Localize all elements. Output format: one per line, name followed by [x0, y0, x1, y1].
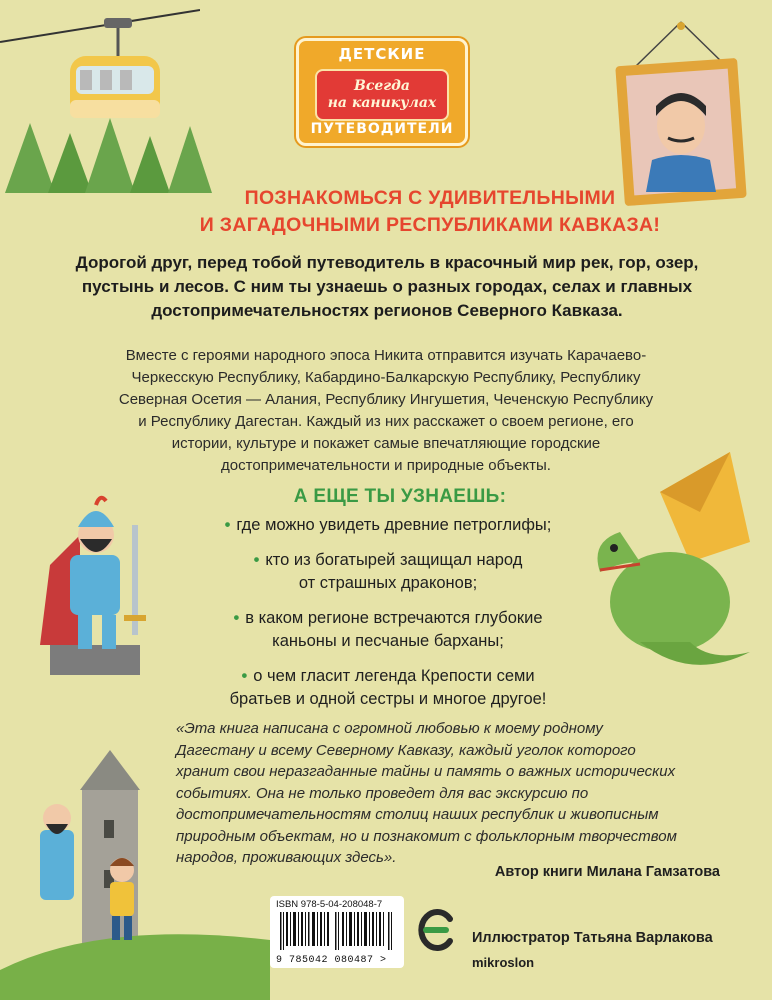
- lead-line1: Дорогой друг, перед тобой путеводитель в красочный мир рек, гор, озер,: [75, 253, 699, 272]
- body-paragraph: [78, 345, 694, 477]
- badge-plate-line2: на каникулах: [327, 95, 437, 111]
- bullet-mark: •: [253, 551, 260, 569]
- illustrator-brand: mikroslon: [472, 955, 535, 970]
- cable-car-illustration: [0, 0, 200, 130]
- headline-line2: И ЗАГАДОЧНЫМИ РЕСПУБЛИКАМИ КАВКАЗА!: [199, 214, 661, 236]
- illustrator-credit: Иллюстратор Татьяна Варлакова: [472, 930, 713, 946]
- lead-paragraph: [74, 251, 700, 323]
- learn-more-heading: А ЕЩЕ ТЫ УЗНАЕШЬ:: [293, 486, 507, 507]
- portrait-frame-illustration: [606, 20, 756, 210]
- lead-line2: пустынь и лесов. С ним ты узнаешь о разных городах, селах и главных: [81, 277, 693, 296]
- series-badge: [296, 38, 468, 146]
- fact-list: [196, 514, 580, 723]
- barcode: [270, 896, 404, 968]
- bullet-mark: •: [241, 667, 248, 685]
- barcode-bars: [280, 912, 396, 950]
- body-line1: Вместе с героями народного эпоса Никита отправится изучать Карачаево-: [125, 347, 647, 364]
- body-line3: Северная Осетия — Алания, Республику Ингушетия, Чеченскую Республику: [118, 391, 654, 408]
- badge-plate-line1: Всегда: [354, 78, 410, 94]
- list-item: • где можно увидеть древние петроглифы;: [224, 516, 552, 534]
- bullet-mark: •: [224, 516, 231, 534]
- badge-top-label: ДЕТСКИЕ: [338, 45, 426, 63]
- author-quote: «Эта книга написана с огромной любовью к моему родному Дагестану и всему Северному Кавказу, каждый уголок которого хранит свои неразгаданные тайны и память о важных исторических событиях. Она не только проведет для вас экскурсию по достопримечательностям столиц наших республик и живописным природным объектам, но и познакомит с фольклорным творчеством народов, проживающих здесь».: [176, 720, 677, 866]
- publisher-logo-icon: [416, 905, 456, 955]
- badge-plate: [315, 69, 449, 121]
- isbn-text: ISBN 978-5-04-208048-7: [276, 899, 383, 910]
- body-line2: Черкесскую Республику, Кабардино-Балкарскую Республику, Республику: [131, 369, 641, 386]
- list-item: • в каком регионе встречаются глубокие каньоны и песчаные барханы;: [233, 609, 543, 650]
- body-line5: истории, культуре и покажет самые впечатляющие городские: [171, 435, 601, 452]
- headline: [120, 185, 740, 239]
- author-credit: Автор книги Милана Гамзатова: [494, 864, 720, 880]
- bullet-mark: •: [233, 609, 240, 627]
- dragon-illustration: [580, 452, 760, 692]
- body-line6: достопримечательности и природные объекты.: [221, 457, 551, 474]
- headline-line1: ПОЗНАКОМЬСЯ С УДИВИТЕЛЬНЫМИ: [244, 187, 616, 209]
- barcode-number: 9 785042 080487 >: [276, 955, 387, 966]
- lead-line3: достопримечательностях регионов Северного Кавказа.: [151, 301, 623, 320]
- body-line4: и Республику Дагестан. Каждый из них расскажет о своем регионе, его: [138, 413, 634, 430]
- list-item: • о чем гласит легенда Крепости семи братьев и одной сестры и многое другое!: [229, 667, 547, 708]
- knight-illustration: [20, 495, 190, 685]
- badge-bottom-label: ПУТЕВОДИТЕЛИ: [310, 121, 454, 137]
- list-item: • кто из богатырей защищал народ от страшных драконов;: [253, 551, 523, 592]
